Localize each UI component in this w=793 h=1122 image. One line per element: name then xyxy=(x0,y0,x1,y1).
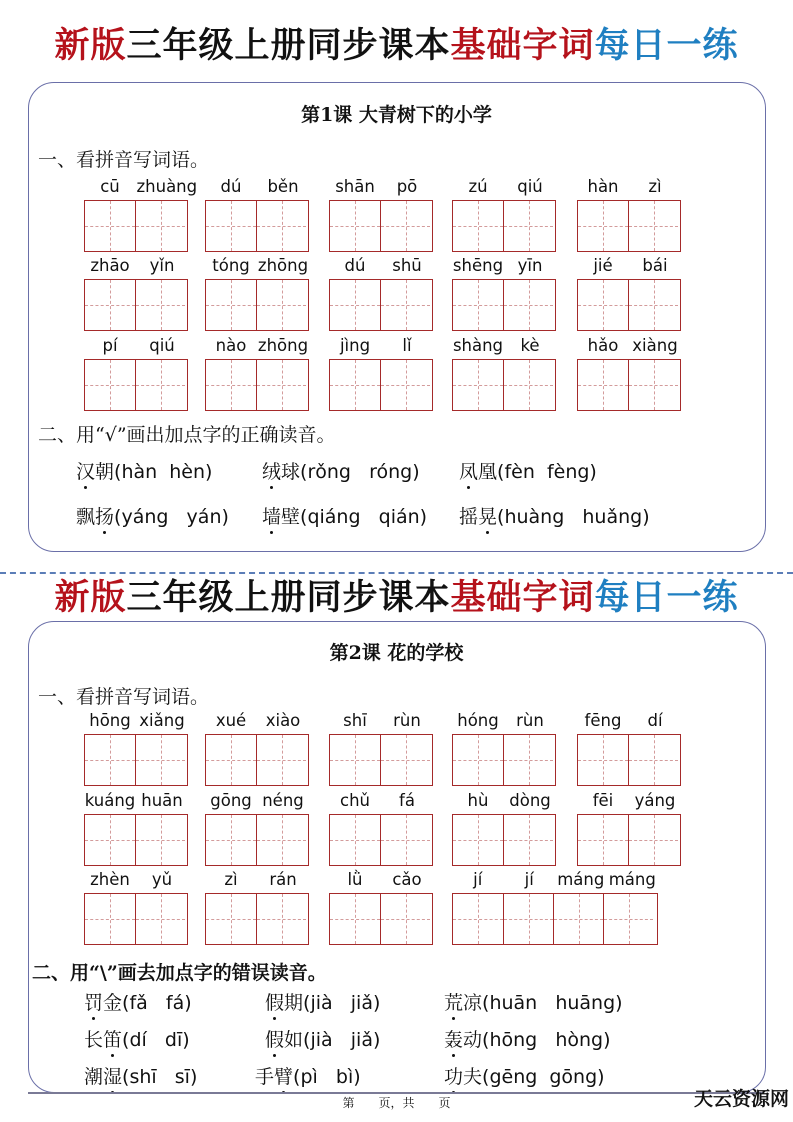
page-banner xyxy=(0,576,793,620)
dotted-character: 汉 xyxy=(76,461,96,483)
character: 动 xyxy=(463,1029,483,1051)
pinyin-syllable: zhōng xyxy=(257,336,309,355)
pinyin-label xyxy=(84,177,198,196)
word-with-dotted-char xyxy=(262,461,300,483)
pinyin-options[interactable]: (hōng hòng) xyxy=(482,1029,611,1051)
tianzige-cell[interactable] xyxy=(380,201,430,251)
pinyin-syllable: fá xyxy=(399,791,415,810)
dotted-character: 凤 xyxy=(459,461,479,483)
pinyin-options[interactable]: (fèn fèng) xyxy=(497,461,597,483)
character-writing-box[interactable] xyxy=(84,734,188,786)
pinyin-syllable: cǎo xyxy=(392,870,422,889)
dotted-character: 假 xyxy=(265,992,285,1014)
pinyin-syllable: cū xyxy=(100,177,120,196)
character: 如 xyxy=(284,1029,304,1051)
pinyin-syllable: hóng xyxy=(457,711,499,730)
pinyin-syllable: huān xyxy=(141,791,183,810)
word-with-dotted-char xyxy=(265,1029,303,1051)
tianzige-cell[interactable] xyxy=(256,280,306,330)
tianzige-cell[interactable] xyxy=(453,815,503,865)
pinyin-label xyxy=(329,336,433,355)
character-writing-box[interactable] xyxy=(329,893,433,945)
tianzige-cell[interactable] xyxy=(503,894,553,944)
character-writing-box[interactable] xyxy=(577,279,681,331)
pinyin-options[interactable]: (yáng yán) xyxy=(114,506,229,528)
word-with-dotted-char xyxy=(255,1066,293,1088)
banner-part-new-edition: 新版 xyxy=(54,577,127,618)
tianzige-cell[interactable] xyxy=(503,201,553,251)
pinyin-syllable: xué xyxy=(215,711,247,730)
pinyin-label xyxy=(577,791,681,810)
pinyin-syllable: shān xyxy=(335,177,375,196)
dotted-character: 臂 xyxy=(274,1066,294,1088)
pinyin-label xyxy=(452,256,556,275)
character-writing-box[interactable] xyxy=(84,279,188,331)
dotted-character: 功 xyxy=(444,1066,464,1088)
pinyin-label xyxy=(84,256,188,275)
tianzige-cell[interactable] xyxy=(380,735,430,785)
tianzige-cell[interactable] xyxy=(628,201,678,251)
tianzige-cell[interactable] xyxy=(503,735,553,785)
tianzige-cell[interactable] xyxy=(330,735,380,785)
pinyin-syllable: fēi xyxy=(592,791,614,810)
tianzige-cell[interactable] xyxy=(206,280,256,330)
dotted-character: 假 xyxy=(265,1029,285,1051)
tianzige-cell[interactable] xyxy=(135,894,185,944)
dotted-character: 绒 xyxy=(262,461,282,483)
word-with-dotted-char xyxy=(265,992,303,1014)
character-writing-box[interactable] xyxy=(452,814,556,866)
pinyin-syllable: hàn xyxy=(587,177,619,196)
tianzige-cell[interactable] xyxy=(503,280,553,330)
tianzige-cell[interactable] xyxy=(135,201,185,251)
dotted-character: 笛 xyxy=(103,1029,123,1051)
section-heading-pinyin: 一、看拼音写词语。 xyxy=(38,149,210,171)
character: 手 xyxy=(255,1066,275,1088)
character-writing-box[interactable] xyxy=(329,279,433,331)
tianzige-cell[interactable] xyxy=(85,815,135,865)
pinyin-label xyxy=(452,711,556,730)
pinyin-syllable: rán xyxy=(269,870,297,889)
character-writing-box[interactable] xyxy=(577,814,681,866)
tianzige-cell[interactable] xyxy=(380,894,430,944)
pronunciation-choice-item[interactable] xyxy=(444,1025,611,1052)
pinyin-syllable: yǐn xyxy=(149,256,175,275)
pinyin-syllable: yīn xyxy=(517,256,543,275)
banner-part-new-edition: 新版 xyxy=(54,25,127,66)
pinyin-label xyxy=(205,256,309,275)
pinyin-label xyxy=(84,336,188,355)
pinyin-syllable: zhōng xyxy=(257,256,309,275)
pronunciation-choice-item[interactable] xyxy=(444,988,623,1015)
character-writing-box[interactable] xyxy=(205,359,309,411)
pinyin-label xyxy=(452,336,556,355)
character: 潮 xyxy=(84,1066,104,1088)
page-banner xyxy=(0,24,793,68)
word-with-dotted-char xyxy=(84,1066,122,1088)
tianzige-cell[interactable] xyxy=(206,894,256,944)
pinyin-label xyxy=(577,711,681,730)
tianzige-cell[interactable] xyxy=(256,815,306,865)
pinyin-syllable: shī xyxy=(343,711,367,730)
watermark: 天云资源网 xyxy=(693,1088,789,1110)
pinyin-options[interactable]: (hàn hèn) xyxy=(114,461,213,483)
banner-part-basics: 基础字词 xyxy=(450,25,595,66)
pinyin-syllable: dú xyxy=(220,177,242,196)
pinyin-syllable: tóng xyxy=(212,256,250,275)
pinyin-label xyxy=(452,791,556,810)
tianzige-cell[interactable] xyxy=(256,735,306,785)
pinyin-options[interactable]: (huàng huǎng) xyxy=(497,506,650,528)
pinyin-label xyxy=(84,711,188,730)
character: 朝 xyxy=(95,461,115,483)
section-heading-strike: 二、用“\”画去加点字的错误读音。 xyxy=(32,962,327,984)
tianzige-cell[interactable] xyxy=(330,815,380,865)
dotted-character: 罚 xyxy=(84,992,104,1014)
pinyin-label xyxy=(329,791,433,810)
pinyin-syllable: pí xyxy=(102,336,118,355)
pinyin-syllable: zhāo xyxy=(90,256,130,275)
character-writing-box[interactable] xyxy=(577,359,681,411)
tianzige-cell[interactable] xyxy=(553,894,603,944)
tianzige-cell[interactable] xyxy=(453,280,503,330)
pronunciation-choice-item[interactable] xyxy=(262,502,427,529)
tianzige-cell[interactable] xyxy=(628,280,678,330)
tianzige-cell[interactable] xyxy=(85,735,135,785)
pinyin-syllable: yǔ xyxy=(151,870,173,889)
character-writing-box[interactable] xyxy=(452,893,658,945)
pronunciation-choice-item[interactable] xyxy=(84,1025,190,1052)
pronunciation-choice-item[interactable] xyxy=(76,502,229,529)
pinyin-syllable: jí xyxy=(524,870,534,889)
character-writing-box[interactable] xyxy=(205,734,309,786)
tianzige-cell[interactable] xyxy=(578,815,628,865)
pinyin-syllable: shàng xyxy=(452,336,504,355)
tianzige-cell[interactable] xyxy=(380,280,430,330)
tianzige-cell[interactable] xyxy=(206,735,256,785)
pronunciation-choice-item[interactable] xyxy=(459,502,650,529)
pinyin-label xyxy=(84,791,188,810)
pinyin-label xyxy=(205,711,309,730)
tianzige-cell[interactable] xyxy=(380,360,430,410)
pinyin-label xyxy=(329,870,433,889)
word-with-dotted-char xyxy=(262,506,300,528)
word-with-dotted-char xyxy=(84,1029,122,1051)
pinyin-syllable: pō xyxy=(396,177,418,196)
tianzige-cell[interactable] xyxy=(256,360,306,410)
pinyin-syllable: hǎo xyxy=(587,336,619,355)
character: 壁 xyxy=(281,506,301,528)
tianzige-cell[interactable] xyxy=(453,201,503,251)
banner-part-grade: 三年级上册同步课本 xyxy=(126,577,451,618)
pinyin-options[interactable]: (pì bì) xyxy=(293,1066,361,1088)
pronunciation-choice-item[interactable] xyxy=(262,457,420,484)
tianzige-cell[interactable] xyxy=(256,894,306,944)
pinyin-syllable: kuáng xyxy=(84,791,136,810)
tianzige-cell[interactable] xyxy=(85,894,135,944)
pinyin-label xyxy=(205,791,309,810)
dotted-character: 扬 xyxy=(95,506,115,528)
pinyin-options[interactable]: (dí dī) xyxy=(122,1029,190,1051)
character-writing-box[interactable] xyxy=(452,200,556,252)
pinyin-options[interactable]: (fǎ fá) xyxy=(122,992,192,1014)
tianzige-cell[interactable] xyxy=(628,735,678,785)
character-writing-box[interactable] xyxy=(577,200,681,252)
pinyin-syllable: kè xyxy=(520,336,540,355)
pinyin-syllable: hōng xyxy=(89,711,131,730)
dotted-character: 湿 xyxy=(103,1066,123,1088)
tianzige-cell[interactable] xyxy=(603,894,653,944)
character-writing-box[interactable] xyxy=(84,200,188,252)
character: 飘 xyxy=(76,506,96,528)
tianzige-cell[interactable] xyxy=(85,201,135,251)
character: 凰 xyxy=(478,461,498,483)
pinyin-syllable: fēng xyxy=(584,711,622,730)
character-writing-box[interactable] xyxy=(452,279,556,331)
word-with-dotted-char xyxy=(76,461,114,483)
character-writing-box[interactable] xyxy=(577,734,681,786)
character-writing-box[interactable] xyxy=(329,734,433,786)
pinyin-options[interactable]: (huān huāng) xyxy=(482,992,623,1014)
character-writing-box[interactable] xyxy=(329,200,433,252)
pinyin-syllable: hù xyxy=(467,791,489,810)
pinyin-syllable: nào xyxy=(215,336,247,355)
word-with-dotted-char xyxy=(459,506,497,528)
tianzige-cell[interactable] xyxy=(330,360,380,410)
dotted-character: 荒 xyxy=(444,992,464,1014)
tianzige-cell[interactable] xyxy=(628,360,678,410)
pinyin-syllable: bái xyxy=(642,256,668,275)
pinyin-syllable: lǜ xyxy=(347,870,363,889)
pronunciation-choice-item[interactable] xyxy=(459,457,597,484)
pinyin-syllable: gōng xyxy=(210,791,252,810)
tianzige-cell[interactable] xyxy=(578,735,628,785)
pinyin-label xyxy=(205,870,309,889)
pinyin-label xyxy=(329,177,433,196)
character-writing-box[interactable] xyxy=(205,814,309,866)
pinyin-syllable: jìng xyxy=(339,336,371,355)
section-heading-choose: 二、用“√”画出加点字的正确读音。 xyxy=(38,424,336,446)
lesson-title: 第1课 大青树下的小学 xyxy=(301,104,492,126)
pinyin-syllable: běn xyxy=(267,177,299,196)
pinyin-label xyxy=(205,177,309,196)
character: 长 xyxy=(84,1029,104,1051)
pronunciation-choice-item[interactable] xyxy=(265,988,380,1015)
pinyin-syllable: dú xyxy=(344,256,366,275)
tianzige-cell[interactable] xyxy=(503,360,553,410)
pinyin-syllable: zhuàng xyxy=(136,177,198,196)
tianzige-cell[interactable] xyxy=(380,815,430,865)
pinyin-syllable: zì xyxy=(224,870,238,889)
tianzige-cell[interactable] xyxy=(453,360,503,410)
pinyin-syllable: dòng xyxy=(509,791,551,810)
pinyin-label xyxy=(577,256,681,275)
banner-part-grade: 三年级上册同步课本 xyxy=(126,25,451,66)
pronunciation-choice-item[interactable] xyxy=(265,1025,380,1052)
tianzige-cell[interactable] xyxy=(85,360,135,410)
tianzige-cell[interactable] xyxy=(330,201,380,251)
pinyin-options[interactable]: (qiáng qián) xyxy=(300,506,428,528)
pinyin-syllable: qiú xyxy=(517,177,543,196)
character: 金 xyxy=(103,992,123,1014)
pinyin-label xyxy=(577,336,681,355)
pinyin-label xyxy=(329,256,433,275)
pinyin-label xyxy=(329,711,433,730)
banner-part-basics: 基础字词 xyxy=(450,577,595,618)
dotted-character: 轰 xyxy=(444,1029,464,1051)
pinyin-syllable: qiú xyxy=(149,336,175,355)
pinyin-syllable: zú xyxy=(468,177,488,196)
lesson-title: 第2课 花的学校 xyxy=(329,642,464,664)
character: 凉 xyxy=(463,992,483,1014)
word-with-dotted-char xyxy=(76,506,114,528)
pronunciation-choice-item[interactable] xyxy=(76,457,212,484)
tianzige-cell[interactable] xyxy=(578,360,628,410)
character-writing-box[interactable] xyxy=(205,893,309,945)
pronunciation-choice-item[interactable] xyxy=(84,1062,197,1089)
pinyin-label xyxy=(452,870,658,889)
pinyin-options[interactable]: (shī sī) xyxy=(122,1066,198,1088)
page-counter: 第 页，共 页 xyxy=(342,1096,451,1110)
pinyin-syllable: shū xyxy=(392,256,422,275)
word-with-dotted-char xyxy=(444,1029,482,1051)
tianzige-cell[interactable] xyxy=(135,815,185,865)
pinyin-syllable: jí xyxy=(473,870,483,889)
tianzige-cell[interactable] xyxy=(578,280,628,330)
tianzige-cell[interactable] xyxy=(503,815,553,865)
dotted-character: 墙 xyxy=(262,506,282,528)
tianzige-cell[interactable] xyxy=(206,815,256,865)
pinyin-syllable: máng xyxy=(608,870,656,889)
tianzige-cell[interactable] xyxy=(135,735,185,785)
pinyin-syllable: lǐ xyxy=(402,336,412,355)
pinyin-syllable: rùn xyxy=(516,711,544,730)
word-with-dotted-char xyxy=(459,461,497,483)
character: 期 xyxy=(284,992,304,1014)
pinyin-options[interactable]: (rǒng róng) xyxy=(300,461,420,483)
tianzige-cell[interactable] xyxy=(453,894,503,944)
pinyin-syllable: xiàng xyxy=(632,336,678,355)
pinyin-syllable: chǔ xyxy=(340,791,370,810)
character-writing-box[interactable] xyxy=(329,359,433,411)
pronunciation-choice-item[interactable] xyxy=(84,988,192,1015)
tianzige-cell[interactable] xyxy=(135,360,185,410)
pinyin-label xyxy=(205,336,309,355)
pinyin-label xyxy=(452,177,556,196)
character-writing-box[interactable] xyxy=(329,814,433,866)
tianzige-cell[interactable] xyxy=(578,201,628,251)
banner-part-daily: 每日一练 xyxy=(594,577,739,618)
pinyin-syllable: zì xyxy=(648,177,662,196)
pinyin-options[interactable]: (jià jiǎ) xyxy=(303,992,381,1014)
pinyin-syllable: rùn xyxy=(393,711,421,730)
pinyin-label xyxy=(577,177,681,196)
tianzige-cell[interactable] xyxy=(330,894,380,944)
pronunciation-choice-item[interactable] xyxy=(255,1062,361,1089)
pinyin-syllable: yáng xyxy=(634,791,676,810)
character-writing-box[interactable] xyxy=(205,279,309,331)
word-with-dotted-char xyxy=(84,992,122,1014)
character-writing-box[interactable] xyxy=(452,359,556,411)
tianzige-cell[interactable] xyxy=(256,201,306,251)
tianzige-cell[interactable] xyxy=(453,735,503,785)
pinyin-syllable: xiǎng xyxy=(139,711,185,730)
character-writing-box[interactable] xyxy=(452,734,556,786)
tianzige-cell[interactable] xyxy=(628,815,678,865)
tianzige-cell[interactable] xyxy=(206,360,256,410)
word-with-dotted-char xyxy=(444,992,482,1014)
character-writing-box[interactable] xyxy=(205,200,309,252)
character-writing-box[interactable] xyxy=(84,814,188,866)
pinyin-syllable: néng xyxy=(262,791,304,810)
tianzige-cell[interactable] xyxy=(135,280,185,330)
pinyin-syllable: máng xyxy=(557,870,605,889)
character: 摇 xyxy=(459,506,479,528)
tianzige-cell[interactable] xyxy=(206,201,256,251)
pinyin-options[interactable]: (gēng gōng) xyxy=(482,1066,605,1088)
pinyin-syllable: dí xyxy=(647,711,663,730)
cut-line-divider xyxy=(0,572,793,574)
pinyin-options[interactable]: (jià jiǎ) xyxy=(303,1029,381,1051)
character: 夫 xyxy=(463,1066,483,1088)
tianzige-cell[interactable] xyxy=(85,280,135,330)
pinyin-label xyxy=(84,870,188,889)
section-heading-pinyin: 一、看拼音写词语。 xyxy=(38,686,210,708)
banner-part-daily: 每日一练 xyxy=(594,25,739,66)
pinyin-syllable: zhèn xyxy=(90,870,130,889)
character-writing-box[interactable] xyxy=(84,893,188,945)
tianzige-cell[interactable] xyxy=(330,280,380,330)
pinyin-syllable: shēng xyxy=(452,256,504,275)
character: 球 xyxy=(281,461,301,483)
pronunciation-choice-item[interactable] xyxy=(444,1062,605,1089)
word-with-dotted-char xyxy=(444,1066,482,1088)
dotted-character: 晃 xyxy=(478,506,498,528)
pinyin-syllable: jié xyxy=(593,256,613,275)
pinyin-syllable: xiào xyxy=(265,711,301,730)
character-writing-box[interactable] xyxy=(84,359,188,411)
